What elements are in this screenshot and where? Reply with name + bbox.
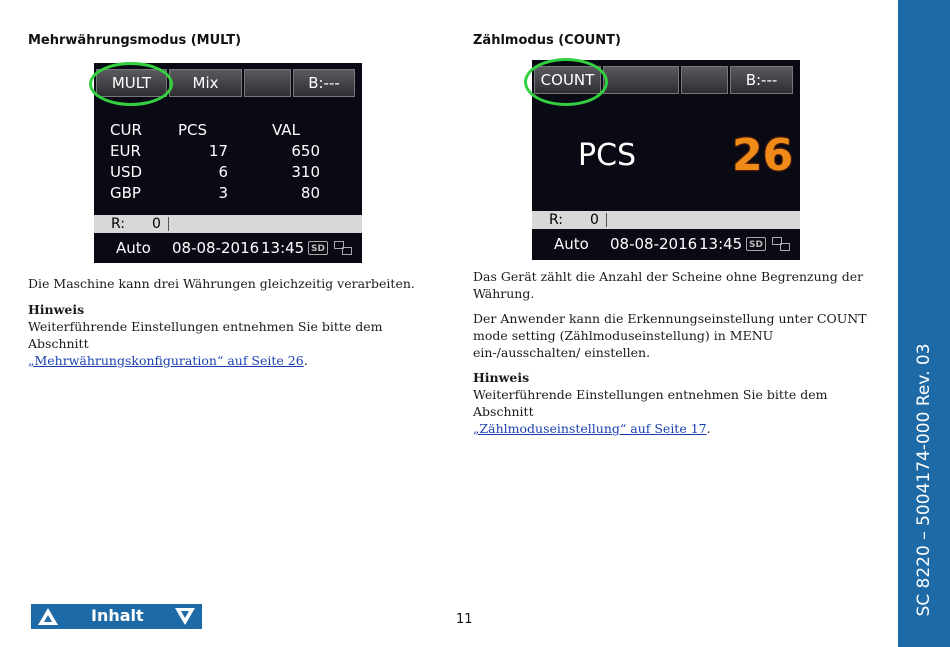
cell-pcs: 17 [208, 142, 228, 160]
down-arrow-icon[interactable] [174, 607, 196, 626]
tab-empty-2[interactable] [681, 66, 728, 94]
document-id-sidebar [898, 0, 950, 647]
pcs-label: PCS [578, 138, 637, 173]
cell-val: 650 [291, 142, 320, 160]
count-heading: Zählmodus (COUNT) [473, 33, 621, 48]
reject-label: R: [111, 216, 126, 232]
document-id-text: SC 8220 – 5004174-000 Rev. 03 [914, 343, 934, 617]
header-cur: CUR [110, 121, 142, 139]
mult-hinweis: Hinweis [28, 302, 85, 317]
mult-text: Die Maschine kann drei Währungen gleichzeitig verarbeiten. [28, 276, 415, 291]
count-text-2: Der Anwender kann die Erkennungseinstellung unter COUNT mode setting (Zählmoduseinstellung) in MENU ein-/ausschalten/ einstellen. [473, 311, 867, 360]
reject-bar [532, 211, 800, 229]
time-label: 13:45 [261, 239, 305, 257]
tab-batch[interactable]: B:--- [293, 69, 355, 97]
cell-val: 80 [300, 184, 320, 202]
cell-pcs: 6 [218, 163, 228, 181]
count-note-text: Weiterführende Einstellungen entnehmen Sie bitte dem Abschnitt [473, 387, 828, 419]
currency-table [110, 120, 350, 204]
sd-card-icon: SD [746, 237, 766, 251]
table-row [110, 183, 350, 204]
table-row [110, 162, 350, 183]
tab-empty-1[interactable] [603, 66, 679, 94]
monitor-icon [334, 241, 356, 257]
mult-config-link[interactable]: „Mehrwährungskonfiguration“ auf Seite 26 [28, 353, 304, 368]
mult-heading: Mehrwährungsmodus (MULT) [28, 33, 242, 48]
cell-currency: USD [110, 163, 143, 181]
time-label: 13:45 [699, 235, 743, 253]
cell-currency: GBP [110, 184, 141, 202]
reject-bar [94, 215, 362, 233]
status-bar [532, 235, 800, 257]
tab-batch[interactable]: B:--- [730, 66, 793, 94]
date-label: 08-08-2016 [610, 235, 698, 253]
tab-empty[interactable] [244, 69, 291, 97]
status-bar [94, 239, 362, 261]
reject-label: R: [549, 212, 564, 228]
mult-note [28, 318, 443, 369]
count-text-1: Das Gerät zählt die Anzahl der Scheine ohne Begrenzung der Währung. [473, 269, 864, 301]
highlight-circle-mult [89, 62, 173, 106]
mult-note-end: . [303, 353, 308, 368]
mode-label: Auto [554, 235, 589, 253]
reject-value: 0 [152, 216, 161, 232]
table-row [110, 141, 350, 162]
table-header-row [110, 120, 350, 141]
tab-mix[interactable]: Mix [169, 69, 242, 97]
count-note-end: . [706, 421, 711, 436]
sd-card-icon: SD [308, 241, 328, 255]
highlight-circle-count [524, 58, 608, 106]
tab-mult[interactable]: MULT [96, 69, 167, 97]
count-description [473, 268, 883, 437]
count-note [473, 386, 883, 437]
cell-currency: EUR [110, 142, 141, 160]
mult-note-text: Weiterführende Einstellungen entnehmen Sie bitte dem Abschnitt [28, 319, 383, 351]
count-hinweis: Hinweis [473, 370, 530, 385]
up-arrow-icon[interactable] [37, 607, 59, 626]
cell-val: 310 [291, 163, 320, 181]
mult-description [28, 275, 443, 369]
page-number: 11 [456, 612, 473, 627]
reject-value: 0 [590, 212, 599, 228]
pcs-count-value: 26 [732, 130, 794, 181]
mode-label: Auto [116, 239, 151, 257]
header-val: VAL [272, 121, 300, 139]
header-pcs: PCS [178, 121, 208, 139]
monitor-icon [772, 237, 794, 253]
tab-count[interactable]: COUNT [534, 66, 601, 94]
count-config-link[interactable]: „Zählmoduseinstellung“ auf Seite 17 [473, 421, 707, 436]
date-label: 08-08-2016 [172, 239, 260, 257]
contents-link[interactable]: Inhalt [91, 606, 144, 625]
cell-pcs: 3 [218, 184, 228, 202]
footer-nav-bar [31, 604, 202, 629]
